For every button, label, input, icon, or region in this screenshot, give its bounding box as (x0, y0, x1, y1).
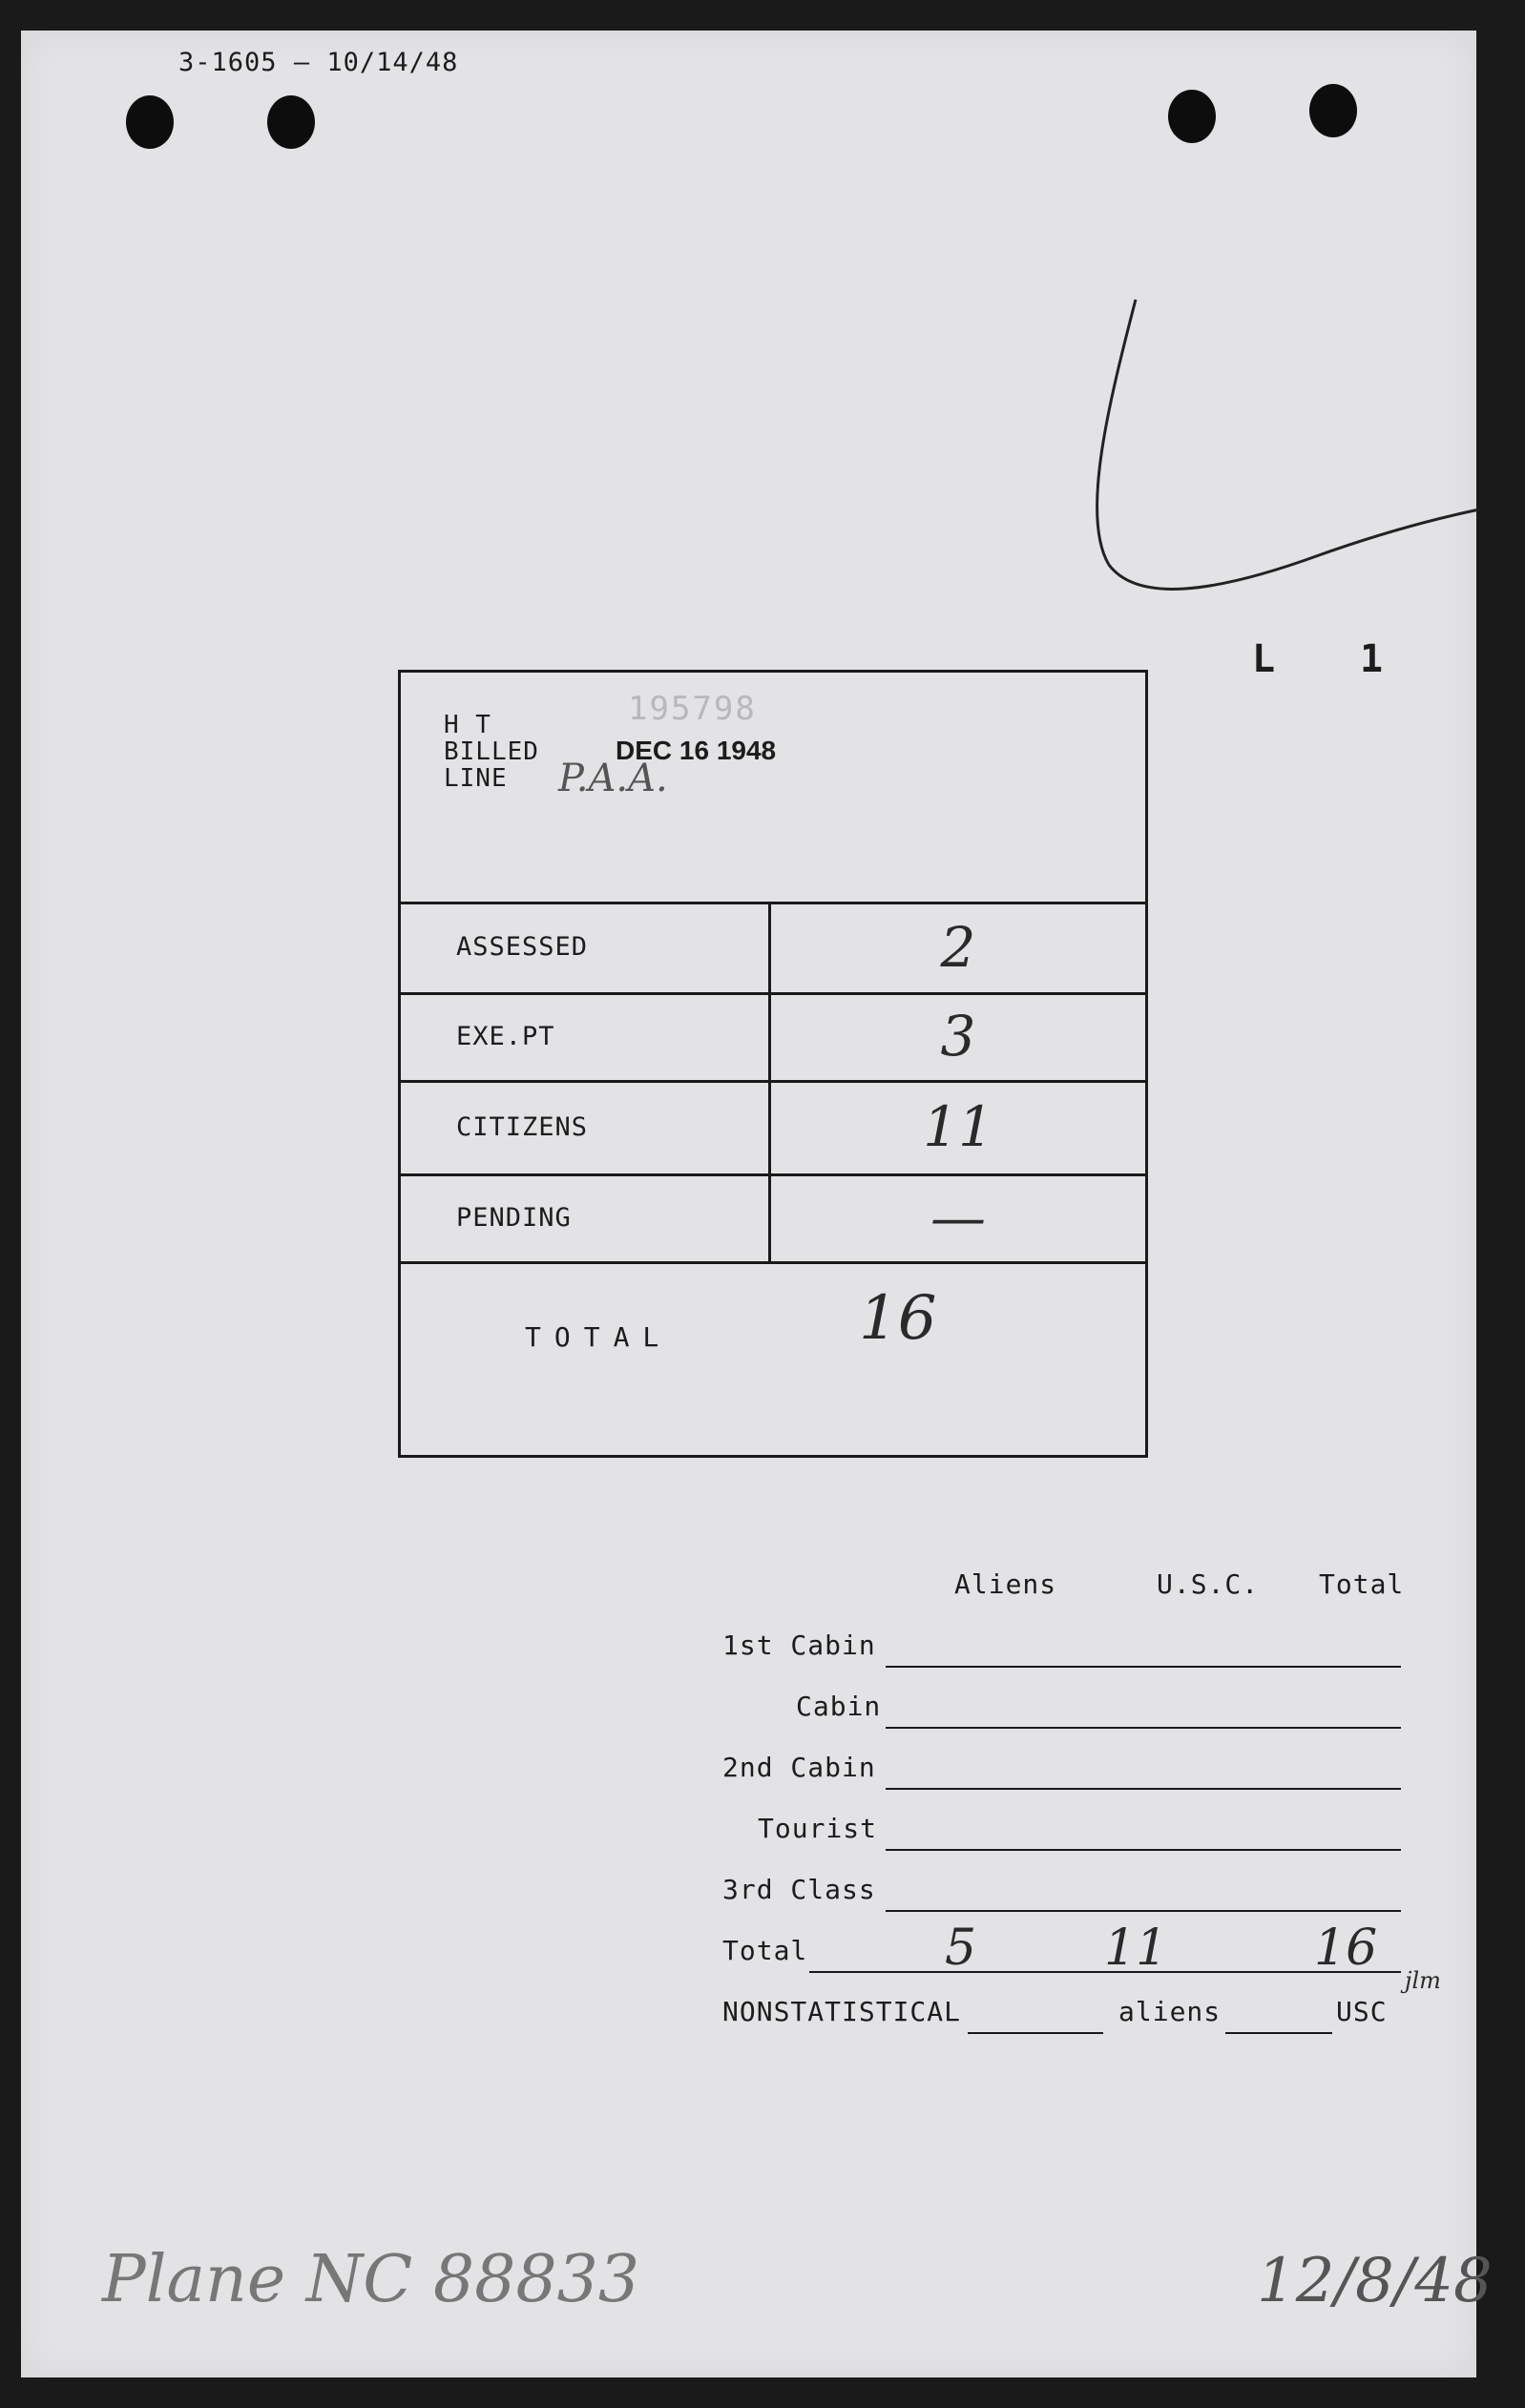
stat-total-total: 16 (1314, 1920, 1378, 1977)
total-value: 16 (859, 1283, 937, 1354)
line-value: P.A.A. (558, 757, 668, 800)
total-label: TOTAL (525, 1321, 673, 1353)
row-value: 3 (768, 992, 1145, 1080)
document-page (21, 31, 1493, 2377)
passenger-stats (21, 31, 1476, 2377)
nonstat-usc-line (1225, 2032, 1332, 2034)
stat-row-label: 3rd Class (722, 1874, 876, 1905)
stamp-serial: 195798 (628, 690, 757, 728)
footer-date: 12/8/48 (1257, 2246, 1493, 2316)
stat-total-label: Total (722, 1935, 808, 1966)
billed-date: DEC 16 1948 (616, 736, 777, 765)
row-label: CITIZENS (456, 1111, 589, 1142)
stat-row-label: Cabin (796, 1691, 882, 1722)
corner-letter: L (1252, 637, 1277, 681)
plane-note: Plane NC 88833 (102, 2242, 640, 2317)
row-value: 11 (768, 1080, 1145, 1173)
row-value: — (768, 1173, 1145, 1261)
stat-row-line (886, 1666, 1401, 1668)
row-label: ASSESSED (456, 932, 589, 962)
col-header-aliens: Aliens (954, 1568, 1057, 1600)
nonstat-label: NONSTATISTICAL (722, 1996, 962, 2027)
line-label: LINE (444, 764, 508, 793)
billed-label: BILLED (444, 737, 539, 766)
nonstat-usc: USC (1336, 1996, 1388, 2027)
stat-row-label: 1st Cabin (722, 1630, 876, 1661)
stat-row-line (886, 1727, 1401, 1729)
nonstat-aliens-line (968, 2032, 1103, 2034)
ht-label: H T (444, 711, 491, 739)
stat-row-line (886, 1849, 1401, 1851)
stat-total-usc: 11 (1104, 1920, 1168, 1977)
stat-row-line (886, 1910, 1401, 1912)
stat-row-line (886, 1788, 1401, 1790)
corner-number: 1 (1360, 637, 1385, 681)
stat-row-label: 2nd Cabin (722, 1752, 876, 1783)
col-header-total: Total (1319, 1568, 1405, 1600)
stat-total-aliens: 5 (945, 1920, 977, 1977)
initials: jlm (1405, 1967, 1441, 1994)
row-label: PENDING (456, 1202, 572, 1233)
col-header-usc: U.S.C. (1157, 1568, 1260, 1600)
row-value: 2 (768, 902, 1145, 992)
nonstat-aliens: aliens (1118, 1996, 1222, 2027)
row-label: EXE.PT (456, 1021, 555, 1051)
stat-row-label: Tourist (758, 1813, 878, 1844)
form-code: 3-1605 — 10/14/48 (178, 48, 459, 77)
